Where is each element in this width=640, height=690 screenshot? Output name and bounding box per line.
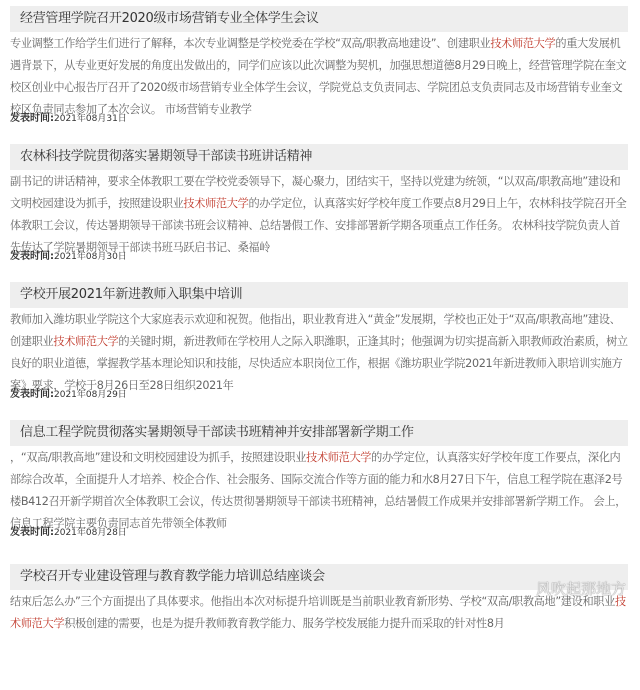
news-title-link[interactable]: 经营管理学院召开2020级市场营销专业全体学生会议	[20, 11, 319, 26]
summary-text: 的重大发展机遇背景下，从专业更好发展的角度出发做出的，同学们应该以此次调整为契机，加强思想道德8月29日晚上，经营管理学院在奎文校区创业中心报告厅召开了2020级市场营销专业全体学生会议，学院党总支负责同志、学院团总支负责同志及市场营销专业奎文校区负责同志参加了本次会议。 市场营销专业教学	[10, 37, 627, 116]
summary-text: 教师加入潍坊职业学院这个大家庭表示欢迎和祝贺。他指出，职业教育进入“黄金”发展期，学校也正处于“双高/职教高地”建设、创建职业	[10, 313, 621, 348]
news-title-link[interactable]: 信息工程学院贯彻落实暑期领导干部读书班精神并安排部署新学期工作	[20, 425, 414, 440]
news-item	[0, 552, 640, 690]
summary-text: 结束后怎么办”三个方面提出了具体要求。他指出本次对标提升培训既是当前职业教育新形势、学校“双高/职教高地”建设和职业	[10, 595, 615, 608]
summary-text: 的办学定位，认真落实好学校年度工作要点8月29日上午，农林科技学院召开全体教职工会议，传达暑期领导干部读书班会议精神、总结暑假工作、安排部署新学期各项重点工作任务。 农林科技学院负责人首先传达了学院暑期领导干部读书班马跃启书记、桑福岭	[10, 197, 627, 254]
summary-text: 的办学定位，认真落实好学校年度工作要点，深化内部综合改革，全面提升人才培养、校企合作、社会服务、国际交流合作等方面的能力和水8月27日下午，信息工程学院在惠泽2号楼B412召开新学期首次全体教职工会议，传达贯彻暑期领导干部读书班精神，总结暑假工作成果并安排部署新学期工作。 会上，信息工程学院主要负责同志首先带领全体教师	[10, 451, 627, 530]
news-item	[0, 0, 640, 138]
watermark: 风吹起那地方	[535, 580, 626, 598]
summary-text: ，“双高/职教高地”建设和文明校园建设为抓手，按照建设职业	[10, 451, 307, 464]
news-summary	[10, 309, 628, 397]
news-item	[0, 138, 640, 276]
publish-date	[10, 112, 127, 126]
news-title-bar[interactable]	[10, 6, 628, 32]
date-value: 2021年08月28日	[54, 528, 127, 538]
news-title-bar[interactable]	[10, 420, 628, 446]
summary-text: 副书记的讲话精神，要求全体教职工要在学校党委领导下，凝心聚力，团结实干，坚持以党建为统领，“以双高/职教高地”建设和文明校园建设为抓手，按照建设职业	[10, 175, 621, 210]
summary-text: 专业调整工作给学生们进行了解释，本次专业调整是学校党委在学校“双高/职教高地建设”、创建职业	[10, 37, 491, 50]
news-item	[0, 414, 640, 552]
publish-date	[10, 250, 127, 264]
highlight-keyword: 技术师范大学	[10, 595, 626, 630]
highlight-keyword: 技术师范大学	[183, 197, 249, 210]
publish-date	[10, 388, 127, 402]
date-value: 2021年08月29日	[54, 390, 127, 400]
news-item	[0, 276, 640, 414]
news-title-link[interactable]: 学校开展2021年新进教师入职集中培训	[20, 287, 243, 302]
news-title-bar[interactable]	[10, 282, 628, 308]
date-value: 2021年08月31日	[54, 114, 127, 124]
news-summary	[10, 171, 628, 259]
date-label: 发表时间:	[10, 251, 54, 262]
highlight-keyword: 技术师范大学	[490, 37, 556, 50]
highlight-keyword: 技术师范大学	[306, 451, 372, 464]
news-summary	[10, 33, 628, 121]
summary-text: 的关键时期，新进教师在学校用人之际入职潍职，正逢其时；他强调为切实提高新入职教师政治素质，树立良好的职业道德，掌握教学基本理论知识和技能，尽快适应本职岗位工作，根据《潍坊职业学院2021年新进教师入职培训实施方案》要求，学校于8月26日至28日组织2021年	[10, 335, 628, 392]
news-title-link[interactable]: 学校召开专业建设管理与教育教学能力培训总结座谈会	[20, 569, 325, 584]
date-label: 发表时间:	[10, 527, 54, 538]
summary-text: 积极创建的需要，也是为提升教师教育教学能力、服务学校发展能力提升而采取的针对性8月	[64, 617, 505, 630]
date-label: 发表时间:	[10, 113, 54, 124]
highlight-keyword: 技术师范大学	[53, 335, 119, 348]
date-label: 发表时间:	[10, 389, 54, 400]
publish-date	[10, 526, 127, 540]
news-title-link[interactable]: 农林科技学院贯彻落实暑期领导干部读书班讲话精神	[20, 149, 313, 164]
date-value: 2021年08月30日	[54, 252, 127, 262]
news-title-bar[interactable]	[10, 144, 628, 170]
news-summary	[10, 447, 628, 535]
